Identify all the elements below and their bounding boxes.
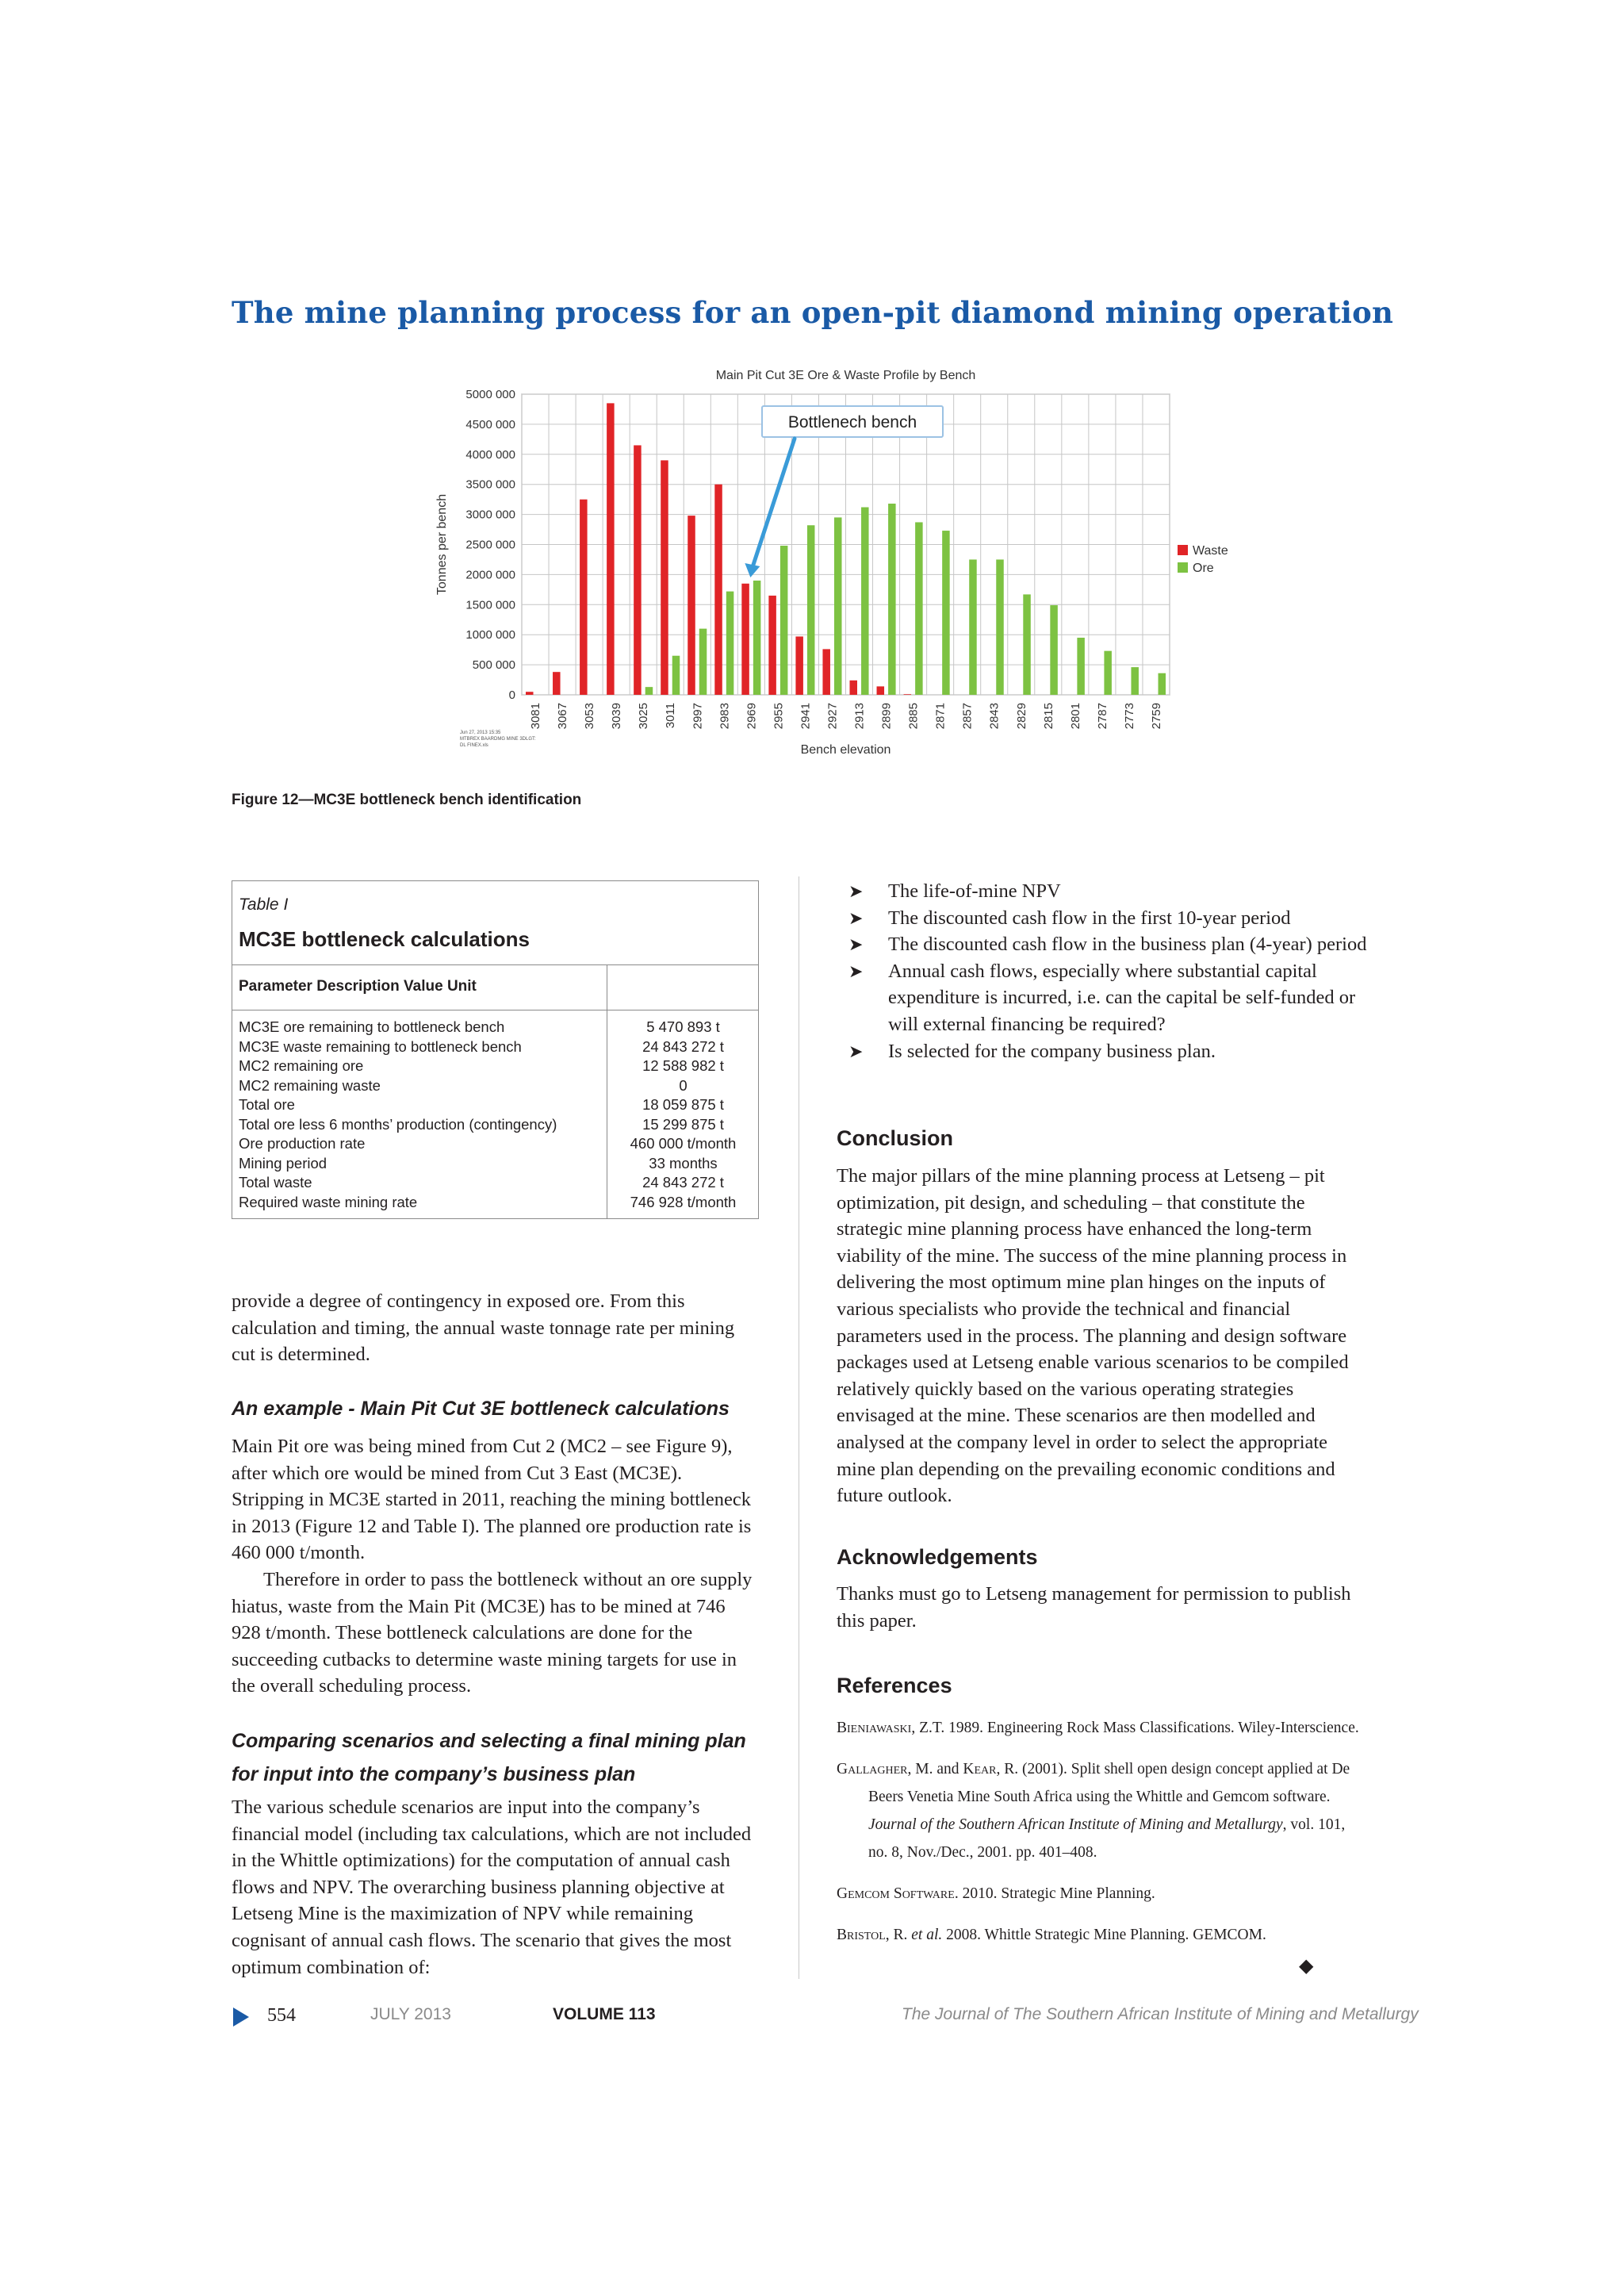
table-param: Mining period [239, 1154, 327, 1172]
bar-ore-2801 [1077, 638, 1085, 695]
example-section [232, 1433, 759, 1700]
heading-example: An example - Main Pit Cut 3E bottleneck calculations [232, 1398, 730, 1420]
bar-ore-2941 [807, 525, 815, 695]
stamp-line: MTBREX BAARDMG MINE 3DLGT: [460, 737, 536, 742]
table-value: 0 [679, 1076, 688, 1094]
volume: VOLUME 113 [553, 2005, 656, 2023]
x-axis-label: Bench elevation [800, 743, 891, 757]
y-axis-label: Tonnes per bench [435, 493, 449, 596]
arrow-bullet-icon: ➤ [848, 961, 864, 981]
table-param: MC2 remaining waste [239, 1076, 381, 1094]
x-tick-label: 3039 [610, 703, 624, 730]
reference-item: Gemcom Software. 2010. Strategic Mine Planning. [837, 1885, 1155, 1902]
legend-label-ore: Ore [1193, 562, 1214, 575]
paragraph-example-2: Therefore in order to pass the bottleneck without an ore supply hiatus, waste from the Main Pit (MC3E) has to be mined at 746 928 t/month. These bottleneck calculations are done for the succeeding cutbacks to determine waste mining targets for use in the overall scheduling process. [232, 1568, 753, 1697]
reference-item: Bristol, R. et al. 2008. Whittle Strategic Mine Planning. GEMCOM. [837, 1927, 1266, 1943]
chart-software-stamp [460, 731, 536, 748]
x-tick-label: 2787 [1095, 703, 1109, 730]
bench-profile-chart [428, 361, 1261, 765]
end-of-article-diamond-icon: ◆ [1299, 1954, 1314, 1977]
y-tick-label: 3000 000 [465, 508, 515, 522]
y-tick-label: 5000 000 [465, 388, 515, 401]
reference-item: Gallagher, M. and Kear, R. (2001). Split shell open design concept applied at De Beers Venetia Mine South Africa using the Whittle and Gemcom software. Journal of the Southern African Institute of Mining and Metallurgy, vol. 101, no. 8, Nov./Dec., 2001. pp. 401–408. [837, 1761, 1350, 1861]
bar-waste-3053 [580, 500, 588, 695]
table-bottleneck-calculations [232, 880, 759, 1219]
y-tick-label: 1000 000 [465, 628, 515, 642]
x-tick-label: 2857 [960, 703, 975, 730]
bar-waste-2927 [822, 649, 830, 695]
x-tick-label: 3011 [664, 703, 678, 729]
bar-waste-2913 [850, 681, 858, 695]
heading-conclusion: Conclusion [837, 1126, 953, 1150]
chart-title: Main Pit Cut 3E Ore & Waste Profile by Bench [715, 369, 976, 382]
paragraph-contingency: provide a degree of contingency in exposed ore. From this calculation and timing, the annual waste tonnage rate per mining cut is determined. [232, 1290, 735, 1366]
legend-label-waste: Waste [1193, 544, 1228, 558]
page-number: 554 [267, 2005, 296, 2026]
heading-references: References [837, 1674, 952, 1697]
x-tick-label: 2801 [1068, 703, 1082, 730]
paragraph-conclusion: The major pillars of the mine planning process at Letseng – pit optimization, pit design, and scheduling – that constitute the strategic mine planning process have enhanced the long-term viability of the mine. The success of the mine planning process in delivering the most optimum mine plan hinges on the inputs of various specialists who provide the technical and financial parameters used in the process. The planning and design software packages used at Letseng enable various scenarios to be compiled relatively quickly based on the various operating strategies envisaged at the mine. These scenarios are then modelled and analysed at the company level in order to select the appropriate mine plan depending on the prevailing economic conditions and future outlook. [837, 1165, 1349, 1507]
bar-ore-2885 [915, 522, 923, 695]
table-value: 33 months [649, 1154, 718, 1172]
bar-ore-2871 [942, 531, 950, 695]
y-tick-label: 4000 000 [465, 447, 515, 462]
bar-ore-2997 [699, 629, 707, 695]
page-marker-triangle-icon [233, 2007, 249, 2027]
x-tick-label: 2983 [718, 703, 732, 730]
paragraph-example-1: Main Pit ore was being mined from Cut 2 (MC2 – see Figure 9), after which ore would be mined from Cut 3 East (MC3E). Stripping in MC3E started in 2011, reaching the mining bottleneck in 2013 (Figure 12 and Table I). The planned ore production rate is 460 000 t/month. [232, 1436, 752, 1564]
figure-caption: Figure 12—MC3E bottleneck bench identification [232, 792, 582, 808]
table-title: MC3E bottleneck calculations [239, 927, 530, 951]
x-tick-label: 3025 [637, 703, 651, 730]
bar-waste-3025 [634, 445, 642, 695]
x-tick-label: 2829 [1014, 703, 1028, 730]
list-item: ➤ Is selected for the company business plan. [836, 1038, 1367, 1065]
bar-waste-3081 [526, 692, 534, 695]
bar-waste-3011 [661, 460, 668, 695]
bar-ore-2899 [888, 504, 896, 695]
bar-ore-2927 [834, 517, 842, 695]
legend-swatch-ore [1178, 562, 1188, 573]
arrow-bullet-icon: ➤ [848, 881, 864, 901]
legend-swatch-waste [1178, 545, 1188, 555]
x-tick-label: 2885 [906, 703, 921, 730]
bar-ore-2815 [1050, 605, 1058, 695]
table-value: 746 928 t/month [630, 1193, 737, 1210]
stamp-line: Jun 27, 2013 15:35 [460, 731, 501, 735]
x-tick-label: 3081 [529, 703, 543, 730]
bar-ore-2969 [753, 581, 761, 695]
bar-waste-2885 [904, 694, 912, 695]
journal-name: The Journal of The Southern African Institute of Mining and Metallurgy [902, 2005, 1419, 2023]
table-param: Total ore less 6 months’ production (contingency) [239, 1115, 557, 1133]
bar-ore-2955 [780, 546, 788, 695]
reference-item: Bieniawaski, Z.T. 1989. Engineering Rock Mass Classifications. Wiley-Interscience. [837, 1720, 1359, 1736]
x-tick-label: 2927 [825, 703, 840, 730]
table-param: MC2 remaining ore [239, 1057, 364, 1074]
list-item: ➤ The life-of-mine NPV [836, 878, 1367, 905]
table-value: 18 059 875 t [642, 1096, 724, 1113]
heading-comparing-scenarios: Comparing scenarios and selecting a final mining plan for input into the company’s business plan [232, 1730, 746, 1785]
y-tick-label: 4500 000 [465, 417, 515, 431]
annotation-label: Bottlenech bench [787, 413, 917, 431]
x-tick-label: 2997 [691, 703, 705, 730]
table-value: 460 000 t/month [630, 1135, 737, 1152]
table-header: Parameter Description Value Unit [239, 978, 477, 995]
paragraph-acknowledgements: Thanks must go to Letseng management for permission to publish this paper. [837, 1583, 1351, 1632]
table-value: 5 470 893 t [646, 1018, 720, 1035]
y-tick-label: 3500 000 [465, 477, 515, 492]
table-value: 12 588 982 t [642, 1057, 724, 1074]
y-tick-label: 2500 000 [465, 538, 515, 552]
table-label: Table I [239, 895, 289, 914]
table-parameter-column [239, 1018, 557, 1212]
bar-waste-2983 [714, 485, 722, 695]
x-tick-label: 3053 [583, 703, 597, 730]
table-param: Required waste mining rate [239, 1193, 418, 1210]
y-tick-label: 0 [508, 688, 515, 702]
table-param: Total ore [239, 1096, 295, 1113]
y-tick-label: 500 000 [472, 658, 515, 673]
x-tick-label: 2955 [772, 703, 786, 730]
list-item: ➤ Annual cash flows, especially where substantial capital expenditure is incurred, i.e. can the capital be self-funded or will external financing be required? [836, 958, 1367, 1038]
bar-ore-2843 [996, 559, 1004, 695]
bar-waste-2969 [741, 584, 749, 695]
arrow-bullet-icon: ➤ [848, 934, 864, 955]
x-tick-label: 2913 [852, 703, 867, 730]
running-title: The mine planning process for an open-pit diamond mining operation [232, 295, 1394, 330]
x-tick-label: 2815 [1041, 703, 1055, 730]
bar-ore-3025 [645, 687, 653, 695]
paragraph-comparing: The various schedule scenarios are input into the company’s financial model (including tax calculations, which are not included in the Whittle optimizations) for the computation of annual cash flows and NPV. The overarching business planning objective at Letseng Mine is the maximization of NPV while remaining cognisant of annual cash flows. The scenario that gives the most optimum combination of: [232, 1797, 752, 1978]
x-tick-label: 2871 [933, 703, 948, 730]
x-tick-label: 2773 [1122, 703, 1136, 730]
reference-list [837, 1714, 1368, 1962]
bar-waste-2955 [768, 596, 776, 695]
y-tick-label: 2000 000 [465, 568, 515, 582]
table-param: MC3E waste remaining to bottleneck bench [239, 1037, 522, 1055]
chart-legend [1178, 544, 1228, 575]
bar-waste-2941 [795, 636, 803, 695]
x-tick-label: 2969 [745, 703, 759, 730]
table-param: Total waste [239, 1174, 312, 1191]
bar-ore-2787 [1104, 651, 1112, 695]
table-value: 24 843 272 t [642, 1037, 724, 1055]
x-tick-label: 2941 [799, 703, 813, 730]
bar-waste-2997 [688, 516, 695, 695]
list-item: ➤ The discounted cash flow in the business plan (4-year) period [836, 931, 1367, 958]
bar-ore-2983 [726, 592, 734, 695]
bar-ore-2857 [969, 559, 977, 695]
criteria-list [836, 878, 1367, 1064]
bar-ore-3011 [672, 656, 680, 695]
heading-acknowledgements: Acknowledgements [837, 1545, 1038, 1569]
table-value: 24 843 272 t [642, 1174, 724, 1191]
x-tick-label: 2899 [879, 703, 894, 730]
bar-waste-3039 [607, 403, 615, 695]
bar-ore-2829 [1023, 594, 1031, 695]
table-rule [232, 964, 758, 965]
y-tick-label: 1500 000 [465, 598, 515, 612]
chart-grid [522, 394, 1170, 695]
bar-ore-2759 [1159, 673, 1166, 695]
table-value-column [607, 1018, 760, 1212]
x-tick-label: 3067 [556, 703, 570, 730]
table-param: Ore production rate [239, 1135, 366, 1152]
stamp-line: DL FINEX.xls [460, 743, 488, 748]
bar-ore-2913 [861, 508, 869, 695]
table-value: 15 299 875 t [642, 1115, 724, 1133]
bar-waste-3067 [553, 672, 561, 695]
arrow-bullet-icon: ➤ [848, 1041, 864, 1061]
bar-ore-2773 [1131, 667, 1139, 695]
issue-date: JULY 2013 [370, 2005, 451, 2023]
list-item: ➤ The discounted cash flow in the first 10-year period [836, 905, 1367, 932]
x-tick-label: 2843 [987, 703, 1002, 730]
table-param: MC3E ore remaining to bottleneck bench [239, 1018, 505, 1035]
bar-waste-2899 [877, 686, 885, 695]
x-tick-label: 2759 [1149, 703, 1163, 730]
arrow-bullet-icon: ➤ [848, 907, 864, 928]
